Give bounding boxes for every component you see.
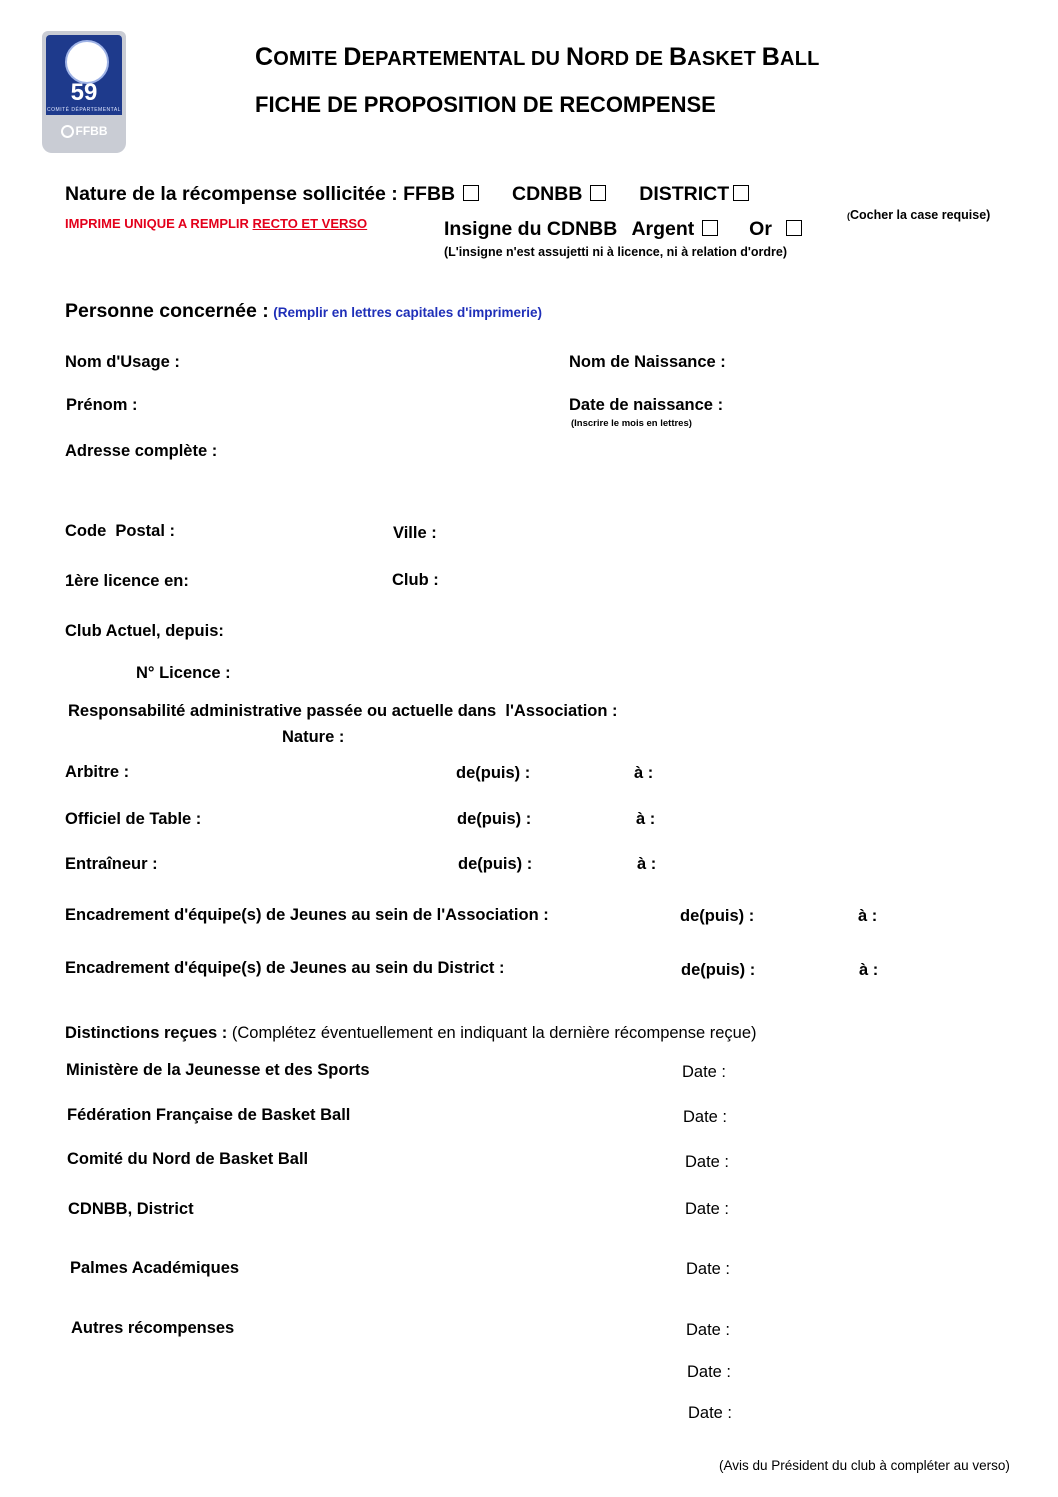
checkbox-ffbb[interactable]	[463, 185, 479, 201]
encadrement-district-a: à :	[859, 961, 879, 979]
logo-number: 59	[70, 79, 98, 106]
option-ffbb-label: FFBB	[403, 183, 456, 205]
checkbox-cdnbb[interactable]	[590, 185, 606, 201]
footer-note: (Avis du Président du club à compléter au verso)	[719, 1458, 1010, 1473]
ffbb-logo	[46, 124, 122, 138]
code-postal-label: Code Postal :	[65, 522, 176, 540]
checkbox-argent[interactable]	[702, 220, 718, 236]
cocher-note	[847, 208, 990, 222]
responsabilite-label: Responsabilité administrative passée ou actuelle dans l'Association :	[68, 702, 618, 720]
insigne-note: (L'insigne n'est assujetti ni à licence, ni à relation d'ordre)	[444, 245, 788, 259]
title-rest: OMITE	[273, 48, 344, 70]
date-naissance-label: Date de naissance :	[569, 396, 724, 414]
option-cdnbb-label: CDNBB	[511, 183, 583, 205]
arbitre-a: à :	[634, 764, 654, 782]
arbitre-depuis: de(puis) :	[456, 764, 531, 782]
title-rest: EPARTEMENTAL DU	[361, 48, 566, 70]
ville-label: Ville :	[393, 524, 437, 542]
ffbb-brand: FFBB	[75, 124, 108, 138]
checkbox-district[interactable]	[733, 185, 749, 201]
personne-label: Personne concernée :	[65, 300, 269, 322]
distinction-cdnbb: CDNBB, District	[68, 1200, 194, 1218]
encadrement-district-label: Encadrement d'équipe(s) de Jeunes au sein du District :	[65, 959, 505, 977]
distinction-cdnbb-date: Date :	[685, 1200, 730, 1218]
entraineur-label: Entraîneur :	[65, 855, 158, 873]
title-cap: B	[668, 43, 688, 71]
basketball-icon	[65, 40, 109, 84]
distinction-ffbb-date: Date :	[683, 1108, 728, 1126]
title-cap: N	[565, 43, 585, 71]
cocher-paren: (	[847, 211, 850, 221]
title-cap: D	[343, 43, 362, 71]
cdnbb-logo	[42, 31, 126, 153]
distinction-palmes: Palmes Académiques	[70, 1259, 240, 1277]
officiel-depuis: de(puis) :	[457, 810, 532, 828]
nature-label: Nature :	[282, 728, 345, 746]
title-cap: C	[255, 43, 274, 71]
checkbox-or[interactable]	[786, 220, 802, 236]
logo-badge	[46, 35, 122, 115]
nom-usage-label: Nom d'Usage :	[65, 353, 180, 371]
encadrement-district-depuis: de(puis) :	[681, 961, 756, 979]
premiere-licence-label: 1ère licence en:	[65, 572, 189, 590]
distinction-ministere: Ministère de la Jeunesse et des Sports	[66, 1061, 370, 1079]
encadrement-association-a: à :	[858, 907, 878, 925]
officiel-a: à :	[636, 810, 656, 828]
officiel-label: Officiel de Table :	[65, 810, 202, 828]
recompense-label	[65, 183, 749, 206]
distinctions-label: Distinctions reçues :	[65, 1024, 228, 1042]
licence-label: N° Licence :	[136, 664, 231, 682]
entraineur-depuis: de(puis) :	[458, 855, 533, 873]
arbitre-label: Arbitre :	[65, 763, 130, 781]
ffbb-ball-icon	[61, 125, 74, 138]
title-rest: ASKET	[687, 48, 762, 70]
extra-date-2: Date :	[688, 1404, 733, 1422]
cocher-text: Cocher la case requise)	[850, 208, 991, 222]
insigne-row	[444, 218, 802, 241]
logo-caption: COMITÉ DÉPARTEMENTAL	[47, 107, 121, 113]
distinctions-section	[65, 1024, 757, 1043]
club-actuel-label: Club Actuel, depuis:	[65, 622, 224, 640]
warning-underlined: RECTO ET VERSO	[252, 216, 368, 231]
option-district-label: DISTRICT	[639, 183, 730, 205]
adresse-label: Adresse complète :	[65, 442, 218, 460]
distinctions-hint: (Complétez éventuellement en indiquant la dernière récompense reçue)	[227, 1024, 757, 1042]
argent-label: Argent	[631, 218, 695, 240]
prenom-label: Prénom :	[66, 396, 138, 414]
distinction-autres-date: Date :	[686, 1321, 731, 1339]
distinction-comite: Comité du Nord de Basket Ball	[67, 1150, 309, 1168]
page-subtitle: FICHE DE PROPOSITION DE RECOMPENSE	[255, 92, 716, 117]
distinction-autres: Autres récompenses	[71, 1319, 235, 1337]
recto-verso-warning	[65, 216, 367, 231]
extra-date-1: Date :	[687, 1363, 732, 1381]
club-label: Club :	[392, 571, 439, 589]
title-cap: B	[761, 43, 781, 71]
title-rest: ORD DE	[584, 48, 669, 70]
encadrement-association-depuis: de(puis) :	[680, 907, 755, 925]
nom-naissance-label: Nom de Naissance :	[569, 353, 726, 371]
recompense-label-text: Nature de la récompense sollicitée :	[65, 183, 398, 205]
insigne-label: Insigne du CDNBB	[444, 218, 618, 240]
page-title	[255, 43, 820, 72]
encadrement-association-label: Encadrement d'équipe(s) de Jeunes au sein de l'Association :	[65, 906, 549, 924]
entraineur-a: à :	[637, 855, 657, 873]
or-label: Or	[749, 218, 772, 240]
personne-section	[65, 300, 542, 323]
title-rest: ALL	[780, 48, 820, 70]
distinction-palmes-date: Date :	[686, 1260, 731, 1278]
distinction-ffbb: Fédération Française de Basket Ball	[67, 1106, 351, 1124]
distinction-comite-date: Date :	[685, 1153, 730, 1171]
date-naissance-hint: (Inscrire le mois en lettres)	[571, 418, 692, 429]
distinction-ministere-date: Date :	[682, 1063, 727, 1081]
personne-hint: (Remplir en lettres capitales d'imprimerie)	[273, 305, 543, 320]
warning-text: IMPRIME UNIQUE A REMPLIR	[65, 216, 253, 231]
